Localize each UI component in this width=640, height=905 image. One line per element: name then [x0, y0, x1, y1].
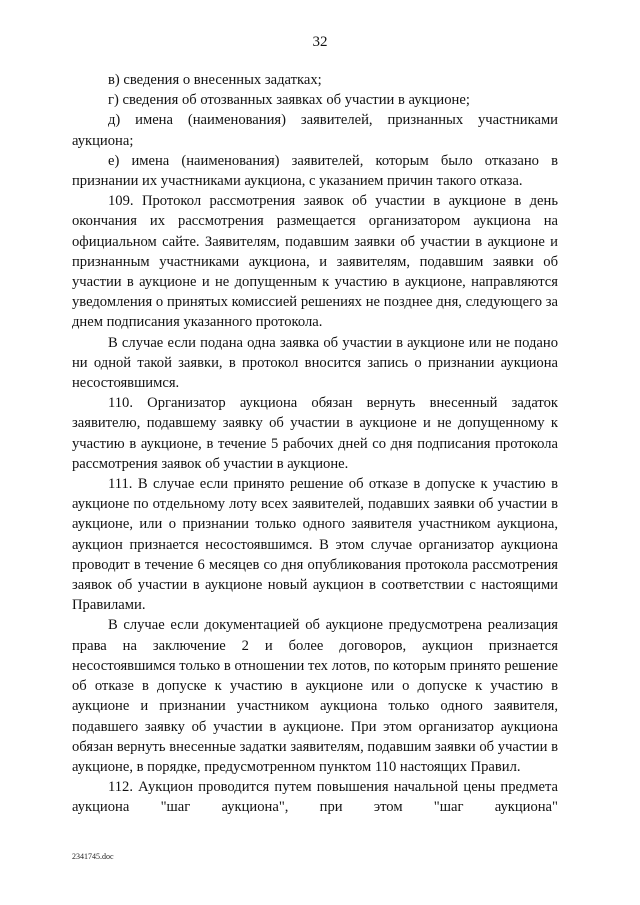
- paragraph-111: 111. В случае если принято решение об отказе в допуске к участию в аукционе по отдельному лоту всех заявителей, подавших заявки об участии в аукционе, или о признании только одного заявителя участником аукциона, аукцион признается несостоявшимся. В этом случае организатор аукциона проводит в течение 6 месяцев со дня опубликования протокола рассмотрения заявок об участии в аукционе новый аукцион в соответствии с настоящими Правилами.: [72, 476, 558, 614]
- paragraph-110: 110. Организатор аукциона обязан вернуть внесенный задаток заявителю, подавшему заявку об участии в аукционе и не допущенному к участию в аукционе, в течение 5 рабочих дней со дня подписания протокола рассмотрения заявок об участии в аукционе.: [72, 395, 558, 472]
- page-number: 32: [312, 34, 328, 50]
- paragraph-item-d: д) имена (наименования) заявителей, признанных участниками аукциона;: [72, 112, 558, 149]
- paragraph-112: 112. Аукцион проводится путем повышения начальной цены предмета аукциона "шаг аукциона", при этом "шаг аукциона": [72, 779, 558, 816]
- paragraph-109-single-application: В случае если подана одна заявка об участии в аукционе или не подано ни одной такой заявки, в протокол вносится запись о признании аукциона несостоявшимся.: [72, 334, 558, 392]
- footer-document-code: 2341745.doc: [72, 852, 114, 861]
- paragraph-109: 109. Протокол рассмотрения заявок об участии в аукционе в день окончания их рассмотрения размещается организатором аукциона на официальном сайте. Заявителям, подавшим заявки об участии в аукционе и признанным участниками аукциона, и заявителям, подавшим заявки об участии в аукционе и не допущенным к участию в аукционе, направляются уведомления о принятых комиссией решениях не позднее дня, следующего за днем подписания указанного протокола.: [72, 193, 558, 331]
- paragraph-111-multiple-contracts: В случае если документацией об аукционе предусмотрена реализация права на заключение 2 и более договоров, аукцион признается несостоявшимся только в отношении тех лотов, по которым принято решение об отказе в допуске к участию в аукционе или о допуске к участию в аукционе и признании участником аукциона только одного заявителя, подавшего заявку об участии в аукционе. При этом организатор аукциона обязан вернуть внесенные задатки заявителям, подавшим заявки об участии в аукционе, в порядке, предусмотренном пунктом 110 настоящих Правил.: [72, 617, 558, 775]
- paragraph-item-e: е) имена (наименования) заявителей, которым было отказано в признании их участниками аукциона, с указанием причин такого отказа.: [72, 152, 558, 190]
- paragraph-item-g: г) сведения об отозванных заявках об участии в аукционе;: [108, 92, 470, 109]
- document-body: [72, 70, 558, 818]
- paragraph-item-v: в) сведения о внесенных задатках;: [108, 72, 322, 88]
